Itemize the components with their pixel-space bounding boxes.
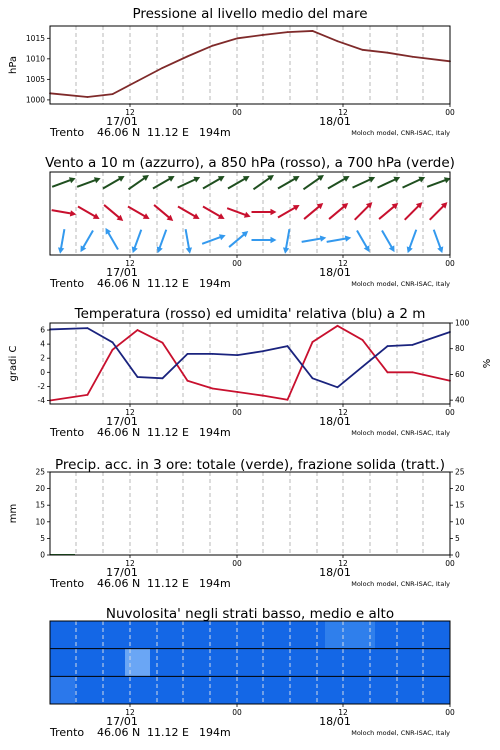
clouds-date-label: 17/01 <box>106 715 138 728</box>
wind-barb-700hpa <box>326 173 351 191</box>
precip-date-label: 17/01 <box>106 566 138 579</box>
pressure-point <box>212 45 214 47</box>
wind-barb-10m <box>301 234 327 245</box>
wind-location-lon: 11.12 E <box>147 277 189 290</box>
wind-shaft <box>52 179 73 187</box>
wind-barb-10m <box>326 234 352 245</box>
pressure-plot-frame <box>50 26 450 104</box>
humidity-point <box>337 386 339 388</box>
wind-arrowhead <box>193 213 201 222</box>
temperature-model-credit: Moloch model, CNR-ISAC, Italy <box>351 429 450 437</box>
cloud-cell-basso <box>350 676 376 704</box>
pressure-point <box>87 96 89 98</box>
wind-arrowhead <box>218 213 226 222</box>
wind-shaft <box>128 177 146 190</box>
pressure-y-tick-label: 1010 <box>25 54 45 64</box>
wind-barb-10m <box>57 229 68 255</box>
wind-hour-label: 00 <box>445 259 455 268</box>
pressure-point <box>287 31 289 33</box>
pressure-title: Pressione al livello medio del mare <box>132 6 368 22</box>
cloud-cell-basso <box>400 676 426 704</box>
pressure-point <box>237 37 239 39</box>
pressure-ylabel: hPa <box>8 55 19 75</box>
wind-location-alt: 194m <box>199 277 231 290</box>
wind-barb-700hpa <box>76 175 102 190</box>
humidity-point <box>362 366 364 368</box>
wind-arrowhead <box>118 173 126 182</box>
wind-barb-700hpa <box>426 175 452 190</box>
cloud-cell-medio <box>200 649 226 677</box>
temperature-line <box>50 326 450 401</box>
wind-shaft <box>128 207 147 218</box>
wind-shaft <box>203 178 222 189</box>
wind-shaft <box>353 178 373 187</box>
temperature-point <box>112 349 114 351</box>
temperature-point <box>387 371 389 373</box>
cloud-cell-medio <box>75 649 101 677</box>
temperature-point <box>362 339 364 341</box>
wind-shaft <box>82 230 93 249</box>
wind-shaft <box>355 204 371 220</box>
cloud-cell-basso <box>75 676 101 704</box>
cloud-cell-basso <box>50 676 76 704</box>
pressure-point <box>337 40 339 42</box>
wind-barb-850hpa <box>252 209 277 215</box>
cloud-cell-basso <box>225 676 251 704</box>
precip-plot-frame <box>50 472 450 555</box>
pressure-point <box>262 34 264 36</box>
wind-shaft <box>379 205 396 219</box>
wind-barb-850hpa <box>226 205 252 220</box>
precip-y2-tick-label: 15 <box>455 500 465 510</box>
clouds-hour-label: 12 <box>338 708 348 717</box>
temperature-point <box>287 399 289 401</box>
wind-barb-10m <box>405 229 420 255</box>
precip-hour-label: 00 <box>445 559 455 568</box>
wind-barb-850hpa <box>102 202 125 223</box>
wind-shaft <box>61 229 65 251</box>
precip-y-tick-label: 20 <box>35 484 45 494</box>
wind-shaft <box>77 179 98 187</box>
wind-barb-850hpa <box>427 200 449 222</box>
humidity-line <box>50 328 450 387</box>
wind-barb-700hpa <box>376 174 401 190</box>
wind-arrowhead <box>57 247 64 254</box>
cloud-cell-medio <box>125 649 151 677</box>
humidity-point <box>262 350 264 352</box>
wind-arrowhead <box>343 173 351 182</box>
wind-barb-850hpa <box>176 204 201 222</box>
wind-barb-700hpa <box>276 173 301 191</box>
wind-arrowhead <box>364 245 373 253</box>
temperature-point <box>137 329 139 331</box>
wind-barb-850hpa <box>51 207 77 218</box>
wind-barb-700hpa <box>201 173 226 191</box>
temperature-y2-tick-label: 40 <box>455 395 465 405</box>
wind-shaft <box>382 230 393 249</box>
pressure-line <box>50 31 450 97</box>
precip-y2-tick-label: 20 <box>455 484 465 494</box>
pressure-date-label: 17/01 <box>106 115 138 128</box>
humidity-point <box>162 377 164 379</box>
wind-shaft <box>278 207 297 218</box>
temperature-location-alt: 194m <box>199 426 231 439</box>
cloud-cell-alto <box>75 621 101 649</box>
humidity-point <box>412 344 414 346</box>
wind-arrowhead <box>78 245 87 253</box>
wind-hour-label: 12 <box>125 259 135 268</box>
temperature-y-tick-label: -2 <box>37 381 45 391</box>
clouds-model-credit: Moloch model, CNR-ISAC, Italy <box>351 729 450 737</box>
wind-shaft <box>405 204 421 220</box>
cloud-cell-basso <box>100 676 126 704</box>
precip-hour-label: 12 <box>125 559 135 568</box>
wind-shaft <box>104 205 121 219</box>
wind-barb-700hpa <box>101 173 126 191</box>
wind-barb-850hpa <box>276 202 301 220</box>
temperature-y2-tick-label: 80 <box>455 344 465 354</box>
temperature-ylabel: gradi C <box>8 345 19 382</box>
temperature-point <box>187 380 189 382</box>
temperature-title: Temperatura (rosso) ed umidita' relativa (blu) a 2 m <box>74 306 426 322</box>
temperature-date-label: 18/01 <box>319 415 351 428</box>
wind-location-place: Trento <box>50 277 85 290</box>
cloud-cell-medio <box>325 649 351 677</box>
wind-shaft <box>378 178 398 187</box>
cloud-cell-alto <box>175 621 201 649</box>
pressure-location-lat: 46.06 N <box>97 126 141 139</box>
temperature-point <box>312 341 314 343</box>
wind-barb-10m <box>78 229 96 254</box>
precip-y-tick-label: 10 <box>35 517 45 527</box>
clouds-hour-label: 00 <box>445 708 455 717</box>
wind-barb-700hpa <box>226 173 251 191</box>
wind-barb-850hpa <box>352 200 374 222</box>
clouds-location-lat: 46.06 N <box>97 726 141 739</box>
cloud-cell-alto <box>150 621 176 649</box>
cloud-cell-medio <box>400 649 426 677</box>
wind-shaft <box>134 230 142 251</box>
humidity-point <box>387 345 389 347</box>
wind-title: Vento a 10 m (azzurro), a 850 hPa (rosso), a 700 hPa (verde) <box>45 155 455 171</box>
wind-barb-700hpa <box>302 172 326 192</box>
wind-shaft <box>430 204 446 220</box>
temperature-point <box>337 325 339 327</box>
temperature-hour-label: 00 <box>232 408 242 417</box>
wind-shaft <box>328 178 347 189</box>
pressure-location-place: Trento <box>50 126 85 139</box>
cloud-cell-alto <box>325 621 351 649</box>
wind-arrowhead <box>218 173 226 182</box>
wind-arrowhead <box>389 245 398 253</box>
wind-barb-850hpa <box>76 204 101 222</box>
pressure-point <box>162 67 164 69</box>
wind-arrowhead <box>444 175 452 183</box>
pressure-location-lon: 11.12 E <box>147 126 189 139</box>
cloud-cell-basso <box>425 676 451 704</box>
temperature-date-label: 17/01 <box>106 415 138 428</box>
temperature-y2-tick-label: 100 <box>455 318 470 328</box>
wind-arrowhead <box>155 246 163 254</box>
humidity-point <box>312 377 314 379</box>
cloud-cell-medio <box>425 649 451 677</box>
cloud-cell-alto <box>200 621 226 649</box>
wind-barb-700hpa <box>51 175 77 190</box>
wind-arrowhead <box>186 247 193 254</box>
precip-y2-tick-label: 0 <box>455 550 460 560</box>
wind-barb-10m <box>252 237 277 243</box>
wind-shaft <box>327 238 349 242</box>
wind-arrowhead <box>143 213 151 222</box>
wind-shaft <box>107 230 118 249</box>
cloud-cell-medio <box>150 649 176 677</box>
wind-arrowhead <box>243 173 251 182</box>
humidity-point <box>237 354 239 356</box>
cloud-cell-basso <box>175 676 201 704</box>
precip-y2-tick-label: 25 <box>455 467 465 477</box>
cloud-cell-alto <box>300 621 326 649</box>
wind-hour-label: 12 <box>338 259 348 268</box>
wind-barb-10m <box>282 229 293 255</box>
humidity-point <box>87 327 89 329</box>
cloud-cell-medio <box>350 649 376 677</box>
precip-y-tick-label: 5 <box>40 533 45 543</box>
wind-barb-850hpa <box>402 200 424 222</box>
cloud-cell-medio <box>175 649 201 677</box>
pressure-point <box>362 49 364 51</box>
clouds-location-alt: 194m <box>199 726 231 739</box>
pressure-point <box>387 52 389 54</box>
wind-shaft <box>159 230 167 251</box>
wind-shaft <box>178 207 197 218</box>
wind-arrowhead <box>293 173 301 182</box>
humidity-point <box>137 376 139 378</box>
temperature-hour-label: 00 <box>445 408 455 417</box>
wind-barb-10m <box>130 229 145 255</box>
pressure-y-tick-label: 1005 <box>25 74 45 84</box>
pressure-point <box>137 80 139 82</box>
temperature-hour-label: 12 <box>338 408 348 417</box>
precip-date-label: 18/01 <box>319 566 351 579</box>
clouds-hour-label: 00 <box>232 708 242 717</box>
cloud-cell-medio <box>300 649 326 677</box>
pressure-hour-label: 00 <box>445 108 455 117</box>
wind-shaft <box>403 178 423 187</box>
cloud-cell-basso <box>325 676 351 704</box>
wind-arrowhead <box>244 212 252 220</box>
cloud-cell-alto <box>400 621 426 649</box>
clouds-date-label: 18/01 <box>319 715 351 728</box>
temperature-y-tick-label: 2 <box>40 353 45 363</box>
temperature-y2-tick-label: 60 <box>455 369 465 379</box>
humidity-ylabel: % <box>482 358 493 369</box>
cloud-cell-medio <box>50 649 76 677</box>
wind-barb-10m <box>182 229 193 255</box>
cloud-cell-alto <box>225 621 251 649</box>
wind-shaft <box>286 229 290 251</box>
wind-date-label: 18/01 <box>319 266 351 279</box>
wind-barb-850hpa <box>327 201 350 222</box>
wind-shaft <box>203 207 222 218</box>
precip-y2-tick-label: 5 <box>455 533 460 543</box>
precip-title: Precip. acc. in 3 ore: totale (verde), frazione solida (tratt.) <box>55 457 445 473</box>
pressure-point <box>312 30 314 32</box>
wind-barb-10m <box>103 226 121 251</box>
wind-shaft <box>434 230 442 251</box>
precip-y-tick-label: 25 <box>35 467 45 477</box>
wind-model-credit: Moloch model, CNR-ISAC, Italy <box>351 280 450 288</box>
pressure-y-tick-label: 1000 <box>25 95 45 105</box>
wind-hour-label: 00 <box>232 259 242 268</box>
wind-barb-700hpa <box>151 173 176 191</box>
wind-barb-850hpa <box>302 201 325 222</box>
wind-shaft <box>409 230 417 251</box>
clouds-location-place: Trento <box>50 726 85 739</box>
cloud-cell-alto <box>350 621 376 649</box>
precip-y2-tick-label: 10 <box>455 517 465 527</box>
wind-arrowhead <box>271 209 277 215</box>
precip-location-lon: 11.12 E <box>147 577 189 590</box>
wind-barb-10m <box>201 232 227 247</box>
wind-arrowhead <box>293 202 301 211</box>
wind-arrowhead <box>219 232 227 240</box>
wind-arrowhead <box>282 247 289 254</box>
wind-shaft <box>427 179 448 187</box>
temperature-location-lon: 11.12 E <box>147 426 189 439</box>
cloud-cell-basso <box>125 676 151 704</box>
humidity-point <box>287 345 289 347</box>
pressure-date-label: 18/01 <box>319 115 351 128</box>
cloud-cell-medio <box>275 649 301 677</box>
cloud-cell-basso <box>300 676 326 704</box>
temperature-y-tick-label: -4 <box>37 395 45 405</box>
wind-barb-850hpa <box>126 204 151 222</box>
pressure-location-alt: 194m <box>199 126 231 139</box>
precip-y-tick-label: 0 <box>40 550 45 560</box>
cloud-cell-basso <box>200 676 226 704</box>
pressure-hour-label: 12 <box>125 108 135 117</box>
temperature-hour-label: 12 <box>125 408 135 417</box>
precip-hour-label: 12 <box>338 559 348 568</box>
temperature-point <box>212 388 214 390</box>
clouds-title: Nuvolosita' negli strati basso, medio e alto <box>105 606 395 622</box>
precip-location-place: Trento <box>50 577 85 590</box>
clouds-hour-label: 12 <box>125 708 135 717</box>
wind-arrowhead <box>437 246 445 254</box>
wind-arrowhead <box>103 226 112 234</box>
pressure-point <box>412 56 414 58</box>
wind-shaft <box>103 178 122 189</box>
wind-arrowhead <box>405 246 413 254</box>
pressure-model-credit: Moloch model, CNR-ISAC, Italy <box>351 129 450 137</box>
wind-location-lat: 46.06 N <box>97 277 141 290</box>
wind-arrowhead <box>93 213 101 222</box>
pressure-hour-label: 12 <box>338 108 348 117</box>
wind-barb-10m <box>379 229 397 254</box>
precip-hour-label: 00 <box>232 559 242 568</box>
wind-barb-700hpa <box>351 174 376 190</box>
humidity-point <box>112 341 114 343</box>
wind-shaft <box>52 210 74 214</box>
cloud-cell-basso <box>275 676 301 704</box>
wind-shaft <box>302 238 324 242</box>
wind-barb-700hpa <box>252 172 276 192</box>
humidity-point <box>212 353 214 355</box>
precip-ylabel: mm <box>8 503 19 524</box>
wind-arrowhead <box>418 174 426 182</box>
wind-barb-850hpa <box>201 204 226 222</box>
wind-arrowhead <box>130 246 138 254</box>
temperature-y-tick-label: 4 <box>40 339 45 349</box>
wind-shaft <box>178 178 198 187</box>
wind-shaft <box>278 178 297 189</box>
pressure-point <box>112 93 114 95</box>
cloud-cell-alto <box>125 621 151 649</box>
wind-arrowhead <box>168 173 176 182</box>
temperature-plot-frame <box>50 323 450 404</box>
temperature-point <box>162 342 164 344</box>
wind-barb-850hpa <box>152 202 175 223</box>
wind-barb-10m <box>227 229 250 250</box>
temperature-y-tick-label: 6 <box>40 325 45 335</box>
wind-arrowhead <box>271 237 277 243</box>
wind-shaft <box>303 177 321 190</box>
cloud-cell-medio <box>100 649 126 677</box>
wind-barb-10m <box>431 229 446 255</box>
temperature-point <box>237 391 239 393</box>
temperature-location-lat: 46.06 N <box>97 426 141 439</box>
cloud-cell-medio <box>225 649 251 677</box>
cloud-cell-alto <box>425 621 451 649</box>
wind-shaft <box>78 207 97 218</box>
temperature-point <box>412 371 414 373</box>
wind-arrowhead <box>94 175 102 183</box>
pressure-point <box>187 55 189 57</box>
cloud-cell-basso <box>150 676 176 704</box>
cloud-cell-alto <box>50 621 76 649</box>
clouds-location-lon: 11.12 E <box>147 726 189 739</box>
wind-shaft <box>357 230 368 249</box>
wind-date-label: 17/01 <box>106 266 138 279</box>
precip-location-lat: 46.06 N <box>97 577 141 590</box>
precip-model-credit: Moloch model, CNR-ISAC, Italy <box>351 580 450 588</box>
wind-barb-700hpa <box>176 174 201 190</box>
temperature-point <box>262 395 264 397</box>
precip-location-alt: 194m <box>199 577 231 590</box>
wind-shaft <box>304 205 321 219</box>
wind-shaft <box>202 236 223 244</box>
pressure-y-tick-label: 1015 <box>25 33 45 43</box>
temperature-location-place: Trento <box>50 426 85 439</box>
wind-shaft <box>186 229 190 251</box>
temperature-y-tick-label: 0 <box>40 367 45 377</box>
wind-arrowhead <box>345 234 352 241</box>
cloud-cell-alto <box>100 621 126 649</box>
wind-barb-850hpa <box>377 201 400 222</box>
humidity-point <box>187 353 189 355</box>
temperature-point <box>87 394 89 396</box>
wind-shaft <box>153 178 172 189</box>
wind-arrowhead <box>193 174 201 182</box>
precip-y-tick-label: 15 <box>35 500 45 510</box>
wind-arrowhead <box>320 234 327 241</box>
cloud-cell-alto <box>275 621 301 649</box>
pressure-hour-label: 00 <box>232 108 242 117</box>
